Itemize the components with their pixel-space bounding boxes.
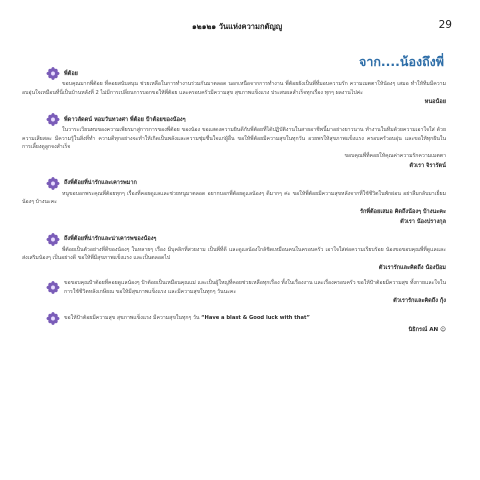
message-block [22,67,446,107]
message-quote: “Have a blast & Good luck with that” [201,315,310,322]
message-block [22,279,446,306]
message-title-row [22,233,446,246]
flower-icon [46,177,60,190]
message-block [22,312,446,335]
message-body: พี่ต้อยเป็นตัวอย่างที่ดีของน้องๆ ในหลายๆ เรื่อง มีบุคลิกที่สวยงาม เป็นพี่ที่ดี และดูแลน้องใกล้ชิดเหมือนคนในครอบครัว เอาใจใส่ต่อความเรียบร้อย น้องขอขอบคุณพี่ที่ดูแลและส่งเสริมน้องๆ เป็นอย่างดี ขอให้พี่มีสุขภาพแข็งแรง และเป็นตลอดไป [22,246,446,262]
flower-icon [46,113,60,126]
message-title: ถึงพี่ต้อยที่น่ารักและน่าเคารพของน้องๆ [64,236,157,243]
message-block [22,113,446,170]
flower-icon [46,67,60,80]
message-body: ในวาระเวียนทบของความเพียรมาสู่การการของพี่ต้อย ของน้อง ขอแสดงความยินดีกับพี่ต้อยที่ได้ปฏิบัติงานในสายอาชีพนี้มาอย่างยาวนาน ทำงานในทีมด้วยความเอาใจใส่ ด้วยความเสียสละ มีความรู้ในสิ่งที่ทำ ความดีทุกอย่างจะทำให้เกิดเป็นพลังและความชุ่มชื่นใจแก่ผู้อื่น ขอให้พี่ต้อยมีความสุขในทุกวัน อวยพรให้สุขภาพแข็งแรง ครอบครัวอบอุ่น และขอให้ทุกฝันในการเลี้ยงดูลูกจงสำเร็จ [22,127,446,151]
section-heading: จาก....น้องถึงพี่ [359,54,444,69]
message-signer: ตัวเรา จิรารัตน์ [409,162,446,169]
message-block [22,177,446,227]
message-title: ถึงพี่ต้อยที่น่ารักและเคารพมาก [64,180,137,187]
flower-icon [46,312,60,325]
header-title: ๑๒๑๒๑ วันแห่งความกตัญญู [192,22,283,31]
message-signer: หนอน้อย [424,99,446,106]
message-body [64,314,446,323]
message-body: หนูขอบอกพระคุณพี่ต้อยทุกๆ เรื่องที่คอยดูแลและช่วยหนูมาตลอด อยากบอกพี่ต้อยดูแลน้องๆ ดีมากๆ ค่ะ ขอให้พี่ต้อยมีความสุขหลังจากที่ใช้ชีวิตในพักผ่อน อย่าลืมกลับมาเยี่ยมน้องๆ บ้างนะคะ [22,190,446,206]
message-title-row [22,177,446,190]
message-title: พี่ต้อย [64,70,78,77]
message-signer: นิธิกรณ์ AN ☺ [408,327,446,334]
flower-icon [46,281,60,294]
message-body-text: ขอให้ป้าต้อยมีความสุข สุขภาพแข็งแรง มีความสุขในทุกๆ วัน [64,315,202,322]
message-title-row [22,67,446,80]
message-inline-row [22,279,446,296]
message-title: พี่ดาวลัดดน์ หอมวันทวงศา พี่ต้อย ป้าต้อยของน้องๆ [64,116,186,123]
message-signer: ตัวเรารักและคิดถึง น้องป้อม [378,264,446,271]
message-closing: รักพี่ต้อยเสมอ คิดถึงน้องๆ บ้างนะคะ [359,208,446,215]
message-list [22,67,446,341]
page-header [0,21,480,35]
message-inline-row [22,312,446,325]
message-closing: ขอบคุณพี่ที่คอยให้คุณค่าความรักความเมตตา [344,152,446,159]
page-number: 29 [438,19,452,31]
message-block [22,233,446,273]
message-signer: ตัวเรา น้องปรางกุล [400,218,446,225]
message-body: ขอบคุณมากพี่ต้อย ที่คอยสนับสนุน ช่วยเหลือในการทำงานร่วมกันมาตลอด นอกเหนือจากการทำงาน พี่ต้อยยังเป็นพี่ที่มอบความรัก ความเมตตาให้น้องๆ เสมอ ทำให้ทีมมีความอบอุ่นใจเหมือนที่นี่เป็นบ้านหลังที่ 2 ไม่มีการเปลี่ยนการบอกขอให้พี่ต้อย และครอบครัวมีความสุข สุขภาพแข็งแรง ประสบผลสำเร็จทุกเรื่อง ทุกๆ ผลงานไปค่ะ [22,81,446,96]
message-signer: ตัวเรารักและคิดถึง กุ้ง [393,298,446,305]
message-body: ขอขอบคุณป้าต้อยที่คอยดูแลน้องๆ ป้าต้อยเป็นเหมือนคุณแม่ และเป็นผู้ใหญ่ที่คอยช่วยเหลือทุกเรื่อง ทั้งในเรื่องงาน และเรื่องครอบครัว ขอให้ป้าต้อยมีความสุข ทั้งกายและใจในการใช้ชีวิตหลังเกษียณ ขอให้มีสุขภาพแข็งแรง และมีความสุขในทุกๆ วันนะคะ [64,279,446,295]
message-title-row [22,113,446,126]
flower-icon [46,233,60,246]
